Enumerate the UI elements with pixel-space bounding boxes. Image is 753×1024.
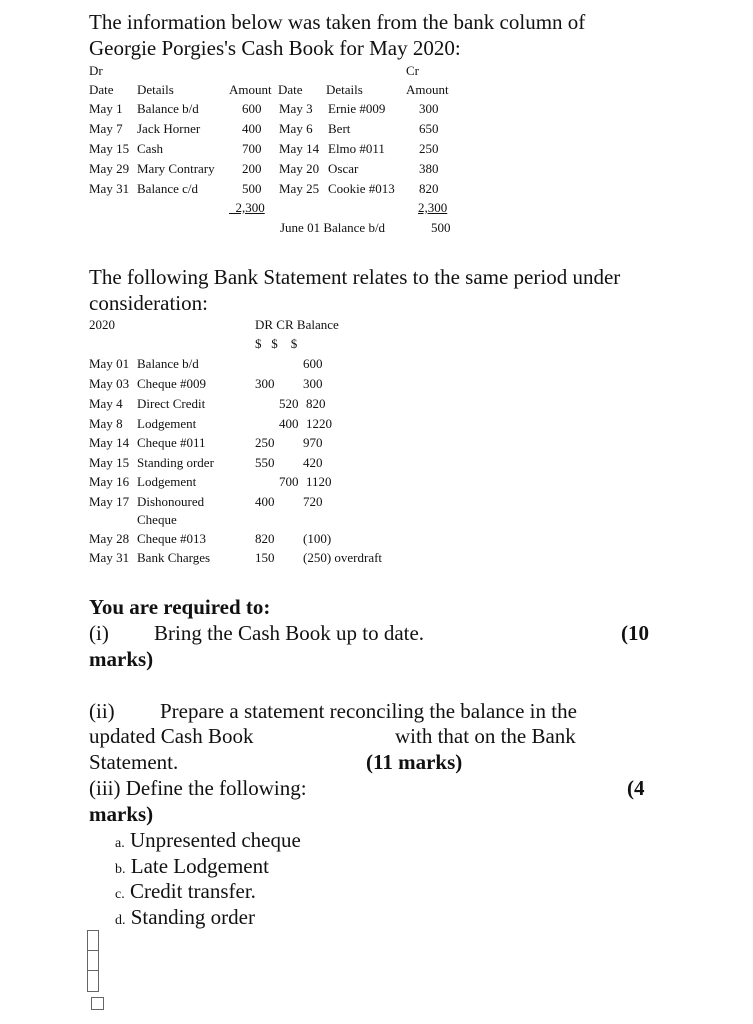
- cashbook-header-amount: Amount: [229, 82, 272, 97]
- table-cell: Ernie #009: [328, 101, 386, 116]
- q3-text: (iii) Define the following:: [89, 776, 307, 800]
- table-cell: 700: [242, 141, 262, 156]
- table-cell: 550: [255, 455, 275, 470]
- table-cell: Cheque #011: [137, 435, 206, 450]
- table-cell: Cheque #009: [137, 376, 206, 391]
- table-row: May 14: [89, 435, 130, 450]
- table-cell: Jack Horner: [137, 121, 201, 136]
- table-cell: 200: [242, 161, 262, 176]
- bank-column-headers: DR CR Balance: [255, 317, 339, 332]
- cashbook-dr-label: Dr: [89, 63, 103, 78]
- table-cell: Elmo #011: [328, 141, 385, 156]
- empty-checkbox[interactable]: [91, 997, 104, 1010]
- table-cell: 700: [279, 474, 299, 489]
- table-cell: 970: [303, 435, 323, 450]
- required-heading: You are required to:: [89, 595, 271, 619]
- cashbook-cr-label: Cr: [406, 63, 419, 78]
- table-row: May 1: [89, 101, 123, 116]
- table-cell: Dishonoured: [137, 494, 205, 509]
- table-cell: 300: [419, 101, 439, 116]
- table-cell: 650: [419, 121, 439, 136]
- definition-label: c.: [115, 887, 125, 902]
- table-cell: 600: [242, 101, 262, 116]
- q2-text-4: Statement.: [89, 750, 179, 774]
- table-cell: Mary Contrary: [137, 161, 215, 176]
- table-cell: May 14: [279, 141, 320, 156]
- q2-text-3: with that on the Bank: [395, 724, 576, 748]
- q3-marks: (4: [627, 776, 645, 800]
- table-row: May 31: [89, 181, 130, 196]
- bank-intro-line-1: The following Bank Statement relates to the same period under: [89, 265, 621, 289]
- intro-line-2: Georgie Porgies's Cash Book for May 2020:: [89, 36, 461, 60]
- table-cell: 400: [255, 494, 275, 509]
- q2-number: (ii): [89, 699, 115, 723]
- table-cell: Cheque #013: [137, 531, 206, 546]
- table-cell: 380: [419, 161, 439, 176]
- cashbook-total-cr: 2,300: [418, 200, 448, 215]
- table-row: May 17: [89, 494, 130, 509]
- table-row: May 16: [89, 474, 130, 489]
- table-cell: 300: [303, 376, 323, 391]
- definition-text: Unpresented cheque: [129, 828, 301, 852]
- cashbook-june-label: June 01 Balance b/d: [280, 220, 386, 235]
- cashbook-header-details: Details: [137, 82, 174, 97]
- table-cell: 820: [255, 531, 275, 546]
- empty-box-2: [87, 950, 99, 972]
- q3-marks-cont: marks): [89, 802, 154, 826]
- q1-text: Bring the Cash Book up to date.: [154, 621, 425, 645]
- table-row: May 03: [89, 376, 130, 391]
- table-cell: Balance b/d: [137, 356, 199, 371]
- table-row: May 15: [89, 455, 130, 470]
- bank-year: 2020: [89, 317, 115, 332]
- table-cell: 250: [419, 141, 439, 156]
- bank-intro-line-2: consideration:: [89, 291, 208, 315]
- definition-text: Credit transfer.: [129, 879, 256, 903]
- table-cell: Cash: [137, 141, 163, 156]
- q2-text-1: Prepare a statement reconciling the balance in the: [160, 699, 577, 723]
- cashbook-june-amount: 500: [431, 220, 451, 235]
- table-cell: Lodgement: [137, 416, 197, 431]
- cashbook-header-date-cr: Date: [278, 82, 303, 97]
- table-row: May 7: [89, 121, 123, 136]
- q2-marks: (11 marks): [366, 750, 463, 774]
- table-cell: 250: [255, 435, 275, 450]
- table-cell: Bank Charges: [137, 550, 211, 565]
- cashbook-header-amount-cr: Amount: [406, 82, 449, 97]
- definition-label: d.: [115, 913, 126, 928]
- table-cell: Balance b/d: [137, 101, 199, 116]
- definition-text: Late Lodgement: [130, 854, 269, 878]
- definition-label: a.: [115, 836, 125, 851]
- cashbook-header-details-cr: Details: [326, 82, 363, 97]
- table-row: May 29: [89, 161, 130, 176]
- table-row: May 01: [89, 356, 130, 371]
- bank-currency-row: $ $ $: [255, 336, 298, 351]
- table-cell: 600: [303, 356, 323, 371]
- table-cell: Cookie #013: [328, 181, 395, 196]
- table-cell: (100): [303, 531, 332, 546]
- table-cell: 400: [242, 121, 262, 136]
- table-cell: 500: [242, 181, 262, 196]
- definition-text: Standing order: [130, 905, 255, 929]
- table-cell: 400: [279, 416, 299, 431]
- table-cell: 720: [303, 494, 323, 509]
- cashbook-total-dr: [229, 198, 265, 217]
- cashbook-total-dr-value: 2,300: [235, 200, 265, 215]
- table-cell: Lodgement: [137, 474, 197, 489]
- definition-item-d: [115, 904, 255, 934]
- cashbook-header-date: Date: [89, 82, 114, 97]
- table-cell: May 6: [279, 121, 313, 136]
- empty-box-3: [87, 970, 99, 992]
- table-cell: Direct Credit: [137, 396, 206, 411]
- table-row: May 8: [89, 416, 123, 431]
- table-row: May 28: [89, 531, 130, 546]
- table-cell: 1220: [306, 416, 332, 431]
- intro-line-1: The information below was taken from the bank column of: [89, 10, 586, 34]
- table-cell: Bert: [328, 121, 351, 136]
- table-row: May 4: [89, 396, 123, 411]
- table-cell: 150: [255, 550, 275, 565]
- table-cell: 520: [279, 396, 299, 411]
- table-row: May 31: [89, 550, 130, 565]
- q1-number: (i): [89, 621, 109, 645]
- q1-marks-cont: marks): [89, 647, 154, 671]
- empty-box-1: [87, 930, 99, 952]
- table-cell: May 3: [279, 101, 313, 116]
- table-cell: 1120: [306, 474, 332, 489]
- table-cell: Oscar: [328, 161, 359, 176]
- definition-label: b.: [115, 862, 126, 877]
- table-cell: Standing order: [137, 455, 214, 470]
- table-cell: Balance c/d: [137, 181, 198, 196]
- table-cell: May 25: [279, 181, 320, 196]
- table-cell: Cheque: [137, 512, 177, 527]
- table-row: May 15: [89, 141, 130, 156]
- table-cell: 820: [419, 181, 439, 196]
- table-cell: 300: [255, 376, 275, 391]
- table-cell: May 20: [279, 161, 320, 176]
- table-cell: (250) overdraft: [303, 550, 383, 565]
- table-cell: 820: [306, 396, 326, 411]
- q1-marks: (10: [621, 621, 649, 645]
- q2-text-2: updated Cash Book: [89, 724, 254, 748]
- table-cell: 420: [303, 455, 323, 470]
